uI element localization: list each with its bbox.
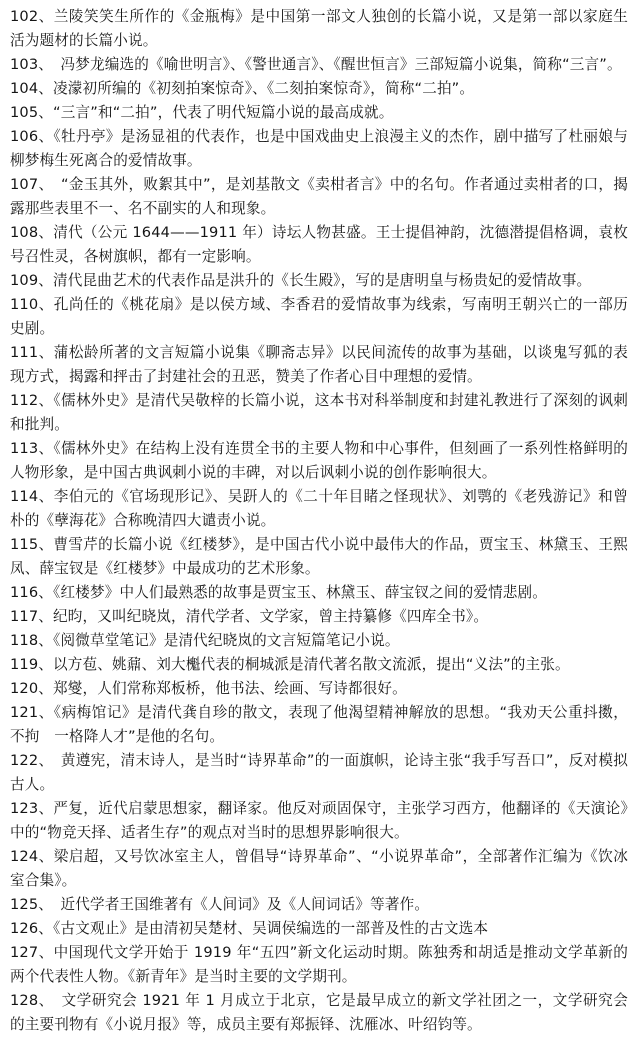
entry-105: 105、“三言”和“二拍”，代表了明代短篇小说的最高成就。 bbox=[10, 104, 394, 121]
entry-115: 115、曹雪芹的长篇小说《红楼梦》，是中国古代小说中最伟大的作品，贾宝玉、林黛玉、王熙凤、薛宝钗是《红楼梦》中最成功的艺术形象。 bbox=[10, 536, 628, 577]
entry-125: 125、 近代学者王国维著有《人间词》及《人间词话》等著作。 bbox=[10, 896, 430, 913]
entry-106: 106、《牡丹亭》是汤显祖的代表作，也是中国戏曲史上浪漫主义的杰作，剧中描写了杜丽娘与柳梦梅生死离合的爱情故事。 bbox=[10, 128, 628, 169]
entry-120: 120、郑燮，人们常称郑板桥，他书法、绘画、写诗都很好。 bbox=[10, 680, 407, 697]
entry-128: 128、 文学研究会 1921 年 1 月成立于北京，它是最早成立的新文学社团之一，文学研究会的主要刊物有《小说月报》等，成员主要有郑振铎、沈雁冰、叶绍钧等。 bbox=[10, 992, 628, 1033]
entry-104: 104、凌濛初所编的《初刻拍案惊奇》、《二刻拍案惊奇》，简称“二拍”。 bbox=[10, 80, 475, 97]
entry-114: 114、李伯元的《官场现形记》、吴趼人的《二十年目睹之怪现状》、刘鹗的《老残游记》和曾朴的《孽海花》合称晚清四大谴责小说。 bbox=[10, 488, 628, 529]
entry-117: 117、纪昀，又叫纪晓岚，清代学者、文学家，曾主持纂修《四库全书》。 bbox=[10, 608, 489, 625]
entry-127: 127、中国现代文学开始于 1919 年“五四”新文化运动时期。陈独秀和胡适是推动文学革新的两个代表性人物。《新青年》是当时主要的文学期刊。 bbox=[10, 944, 628, 985]
entry-122: 122、 黄遵宪，清末诗人，是当时“诗界革命”的一面旗帜，论诗主张“我手写吾口”，反对模拟古人。 bbox=[10, 752, 628, 793]
entry-107: 107、 “金玉其外，败絮其中”，是刘基散文《卖柑者言》中的名句。作者通过卖柑者的口，揭露那些表里不一、名不副实的人和现象。 bbox=[10, 176, 628, 217]
entry-110: 110、孔尚任的《桃花扇》是以侯方域、李香君的爱情故事为线索，写南明王朝兴亡的一部历史剧。 bbox=[10, 296, 628, 337]
entry-118: 118、《阅微草堂笔记》是清代纪晓岚的文言短篇笔记小说。 bbox=[10, 632, 400, 649]
entry-112: 112、《儒林外史》是清代吴敬梓的长篇小说，这本书对科举制度和封建礼教进行了深刻的讽刺和批判。 bbox=[10, 392, 628, 433]
entry-103: 103、 冯梦龙编选的《喻世明言》、《警世通言》、《醒世恒言》三部短篇小说集，简称“三言”。 bbox=[10, 56, 622, 73]
entry-123: 123、严复，近代启蒙思想家，翻译家。他反对顽固保守，主张学习西方，他翻译的《天演论》中的“物竞天择、适者生存”的观点对当时的思想界影响很大。 bbox=[10, 800, 628, 841]
entry-126: 126、《古文观止》是由清初吴楚材、吴调侯编选的一部普及性的古文选本 bbox=[10, 920, 489, 937]
entry-119: 119、以方苞、姚鼐、刘大櫆代表的桐城派是清代著名散文流派，提出“义法”的主张。 bbox=[10, 656, 570, 673]
entry-108: 108、清代（公元 1644——1911 年）诗坛人物甚盛。王士提倡神韵，沈德潜提倡格调，袁枚号召性灵，各树旗帜，都有一定影响。 bbox=[10, 224, 628, 265]
entry-113: 113、《儒林外史》在结构上没有连贯全书的主要人物和中心事件，但刻画了一系列性格鲜明的人物形象，是中国古典讽刺小说的丰碑，对以后讽刺小说的创作影响很大。 bbox=[10, 440, 628, 481]
entry-109: 109、清代昆曲艺术的代表作品是洪升的《长生殿》，写的是唐明皇与杨贵妃的爱情故事。 bbox=[10, 272, 592, 289]
entry-124: 124、梁启超，又号饮冰室主人，曾倡导“诗界革命”、“小说界革命”，全部著作汇编为《饮冰室合集》。 bbox=[10, 848, 628, 889]
entry-116: 116、《红楼梦》中人们最熟悉的故事是贾宝玉、林黛玉、薛宝钗之间的爱情悲剧。 bbox=[10, 584, 548, 601]
entry-121: 121、《病梅馆记》是清代龚自珍的散文，表现了他渴望精神解放的思想。“我劝天公重抖擞，不拘 一格降人才”是他的名句。 bbox=[10, 704, 628, 745]
entry-102: 102、兰陵笑笑生所作的《金瓶梅》是中国第一部文人独创的长篇小说，又是第一部以家庭生活为题材的长篇小说。 bbox=[10, 8, 628, 49]
entry-111: 111、蒲松龄所著的文言短篇小说集《聊斋志异》以民间流传的故事为基础，以谈鬼写狐的表现方式，揭露和抨击了封建社会的丑恶，赞美了作者心目中理想的爱情。 bbox=[10, 344, 628, 385]
